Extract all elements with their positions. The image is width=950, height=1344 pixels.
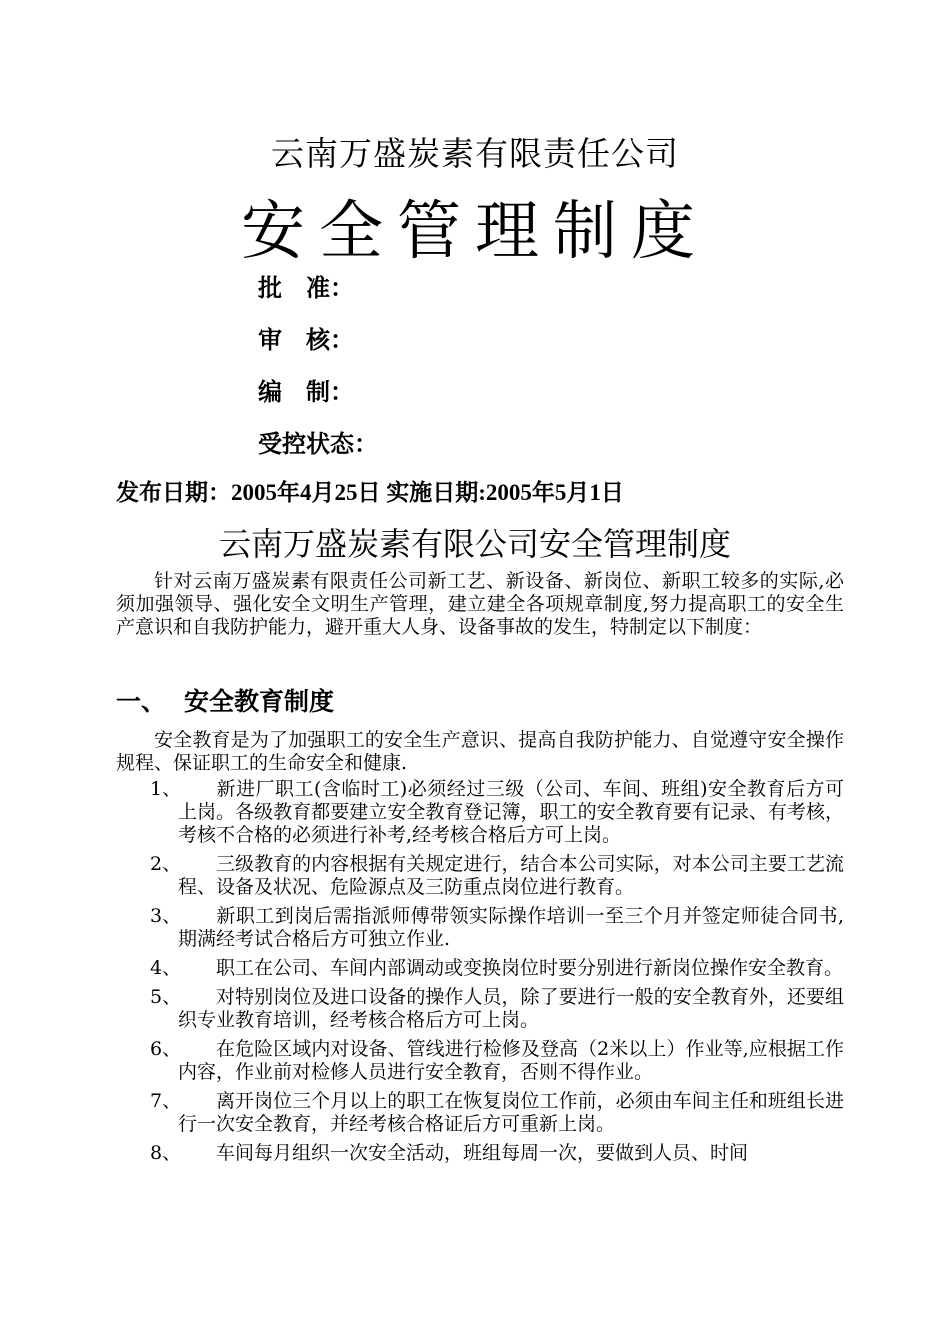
item-number: 1、 bbox=[150, 778, 182, 800]
item-text: 在危险区域内对设备、管线进行检修及登高（2米以上）作业等,应根据工作内容，作业前对检修人员进行安全教育，否则不得作业。 bbox=[178, 1038, 844, 1083]
item-text: 新职工到岗后需指派师傅带领实际操作培训一至三个月并签定师徒合同书,期满经考试合格后方可独立作业. bbox=[178, 905, 844, 950]
item-number: 5、 bbox=[150, 986, 182, 1008]
item-text: 新进厂职工(含临时工)必须经过三级（公司、车间、班组)安全教育后方可上岗。各级教育都要建立安全教育登记簿，职工的安全教育要有记录、有考核，考核不合格的必须进行补考,经考核合格后方可上岗。 bbox=[178, 778, 844, 846]
review-field: 审 核： bbox=[258, 326, 354, 354]
section-title: 安全教育制度 bbox=[184, 687, 335, 716]
list-item bbox=[0, 905, 844, 951]
item-text: 职工在公司、车间内部调动或变换岗位时要分别进行新岗位操作安全教育。 bbox=[216, 957, 844, 979]
compile-field: 编 制： bbox=[258, 378, 354, 406]
approve-field: 批 准： bbox=[258, 274, 354, 302]
control-status-field: 受控状态： bbox=[258, 430, 378, 458]
item-number: 7、 bbox=[150, 1090, 182, 1112]
company-name: 云南万盛炭素有限责任公司 bbox=[271, 134, 679, 173]
rule-list bbox=[0, 778, 950, 1171]
section-number: 一、 bbox=[116, 687, 167, 716]
section-intro: 安全教育是为了加强职工的安全生产意识、提高自我防护能力、自觉遵守安全操作规程、保证职工的生命安全和健康. bbox=[116, 729, 844, 774]
list-item bbox=[0, 986, 844, 1032]
item-number: 2、 bbox=[150, 853, 182, 875]
item-number: 8、 bbox=[150, 1142, 182, 1164]
item-text: 离开岗位三个月以上的职工在恢复岗位工作前，必须由车间主任和班组长进行一次安全教育，并经考核合格证后方可重新上岗。 bbox=[178, 1090, 844, 1135]
item-number: 3、 bbox=[150, 905, 182, 927]
item-text: 对特别岗位及进口设备的操作人员，除了要进行一般的安全教育外，还要组织专业教育培训，经考核合格后方可上岗。 bbox=[178, 986, 844, 1031]
document-title: 安全管理制度 bbox=[241, 195, 709, 269]
list-item bbox=[0, 957, 844, 980]
item-number: 4、 bbox=[150, 957, 182, 979]
intro-paragraph: 针对云南万盛炭素有限责任公司新工艺、新设备、新岗位、新职工较多的实际,必须加强领导、强化安全文明生产管理，建立建全各项规章制度,努力提高职工的安全生产意识和自我防护能力，避开重大人身、设备事故的发生，特制定以下制度： bbox=[116, 570, 844, 638]
list-item bbox=[0, 1142, 844, 1165]
item-number: 6、 bbox=[150, 1038, 182, 1060]
list-item bbox=[0, 1038, 844, 1084]
list-item bbox=[0, 1090, 844, 1136]
section-heading bbox=[116, 682, 334, 718]
list-item bbox=[0, 778, 844, 847]
item-text: 三级教育的内容根据有关规定进行，结合本公司实际，对本公司主要工艺流程、设备及状况、危险源点及三防重点岗位进行教育。 bbox=[178, 853, 844, 898]
item-text: 车间每月组织一次安全活动，班组每周一次，要做到人员、时间 bbox=[216, 1142, 749, 1164]
publish-dates: 发布日期：2005年4月25日 实施日期:2005年5月1日 bbox=[116, 480, 624, 505]
list-item bbox=[0, 853, 844, 899]
regulation-subtitle: 云南万盛炭素有限公司安全管理制度 bbox=[218, 525, 731, 563]
